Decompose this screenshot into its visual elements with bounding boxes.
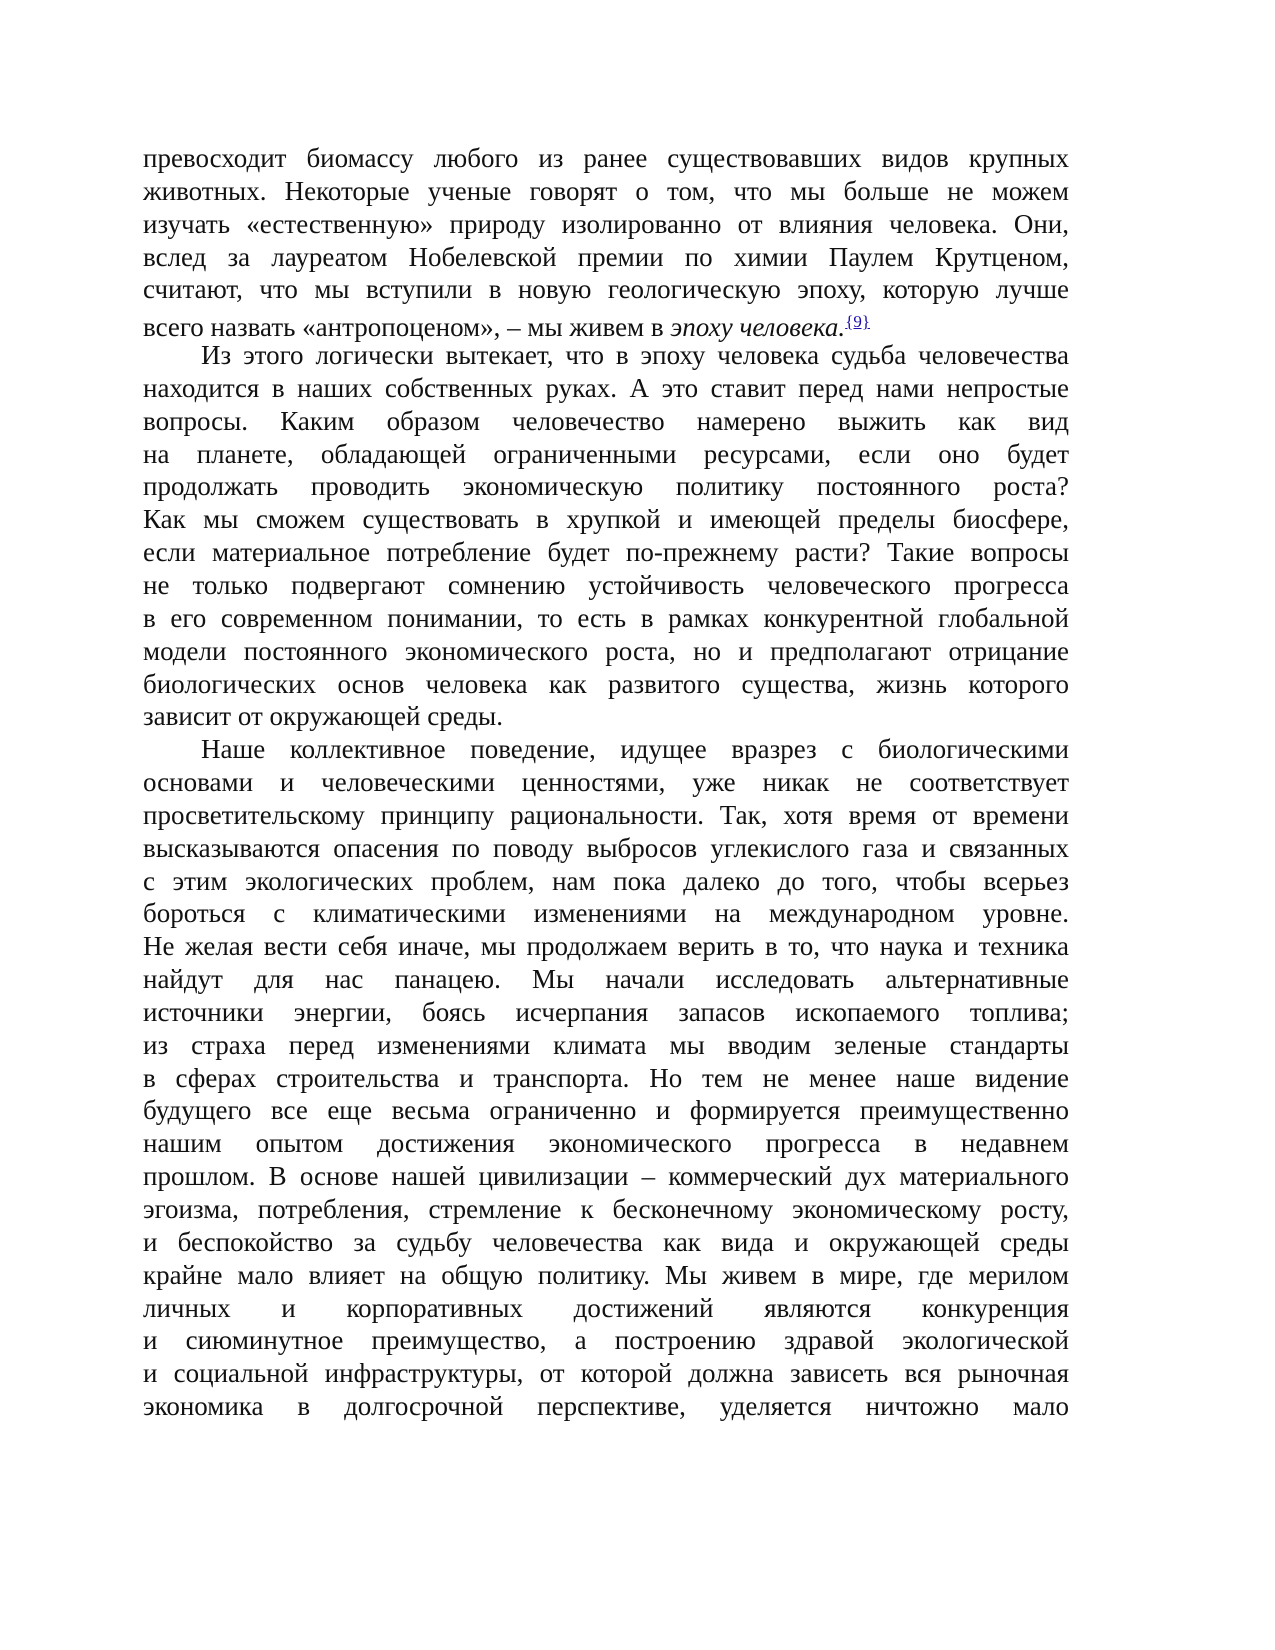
- text-line: крайне мало влияет на общую политику. Мы живем в мире, где мерилом: [143, 1259, 1069, 1290]
- text-line: в сферах строительства и транспорта. Но тем не менее наше видение: [143, 1062, 1069, 1093]
- paragraph-1: [143, 142, 1069, 343]
- text-line: зависит от окружающей среды.: [143, 701, 503, 732]
- text-line: основами и человеческими ценностями, уже никак не соответствует: [143, 767, 1069, 798]
- text-line: бороться с климатическими изменениями на международном уровне.: [143, 898, 1069, 929]
- text-line: экономика в долгосрочной перспективе, уделяется ничтожно мало: [143, 1391, 1069, 1422]
- text-line: Из этого логически вытекает, что в эпоху человека судьба человечества: [201, 340, 1069, 371]
- text-line: прошлом. В основе нашей цивилизации – коммерческий дух материального: [143, 1161, 1069, 1192]
- text-line: личных и корпоративных достижений являются конкуренция: [143, 1292, 1069, 1323]
- text-line: с этим экологических проблем, нам пока далеко до того, чтобы всерьез: [143, 865, 1069, 896]
- footnote-link[interactable]: {9}: [845, 312, 871, 332]
- italic-text: эпоху человека.: [670, 312, 846, 343]
- text-segment: всего назвать «антропоценом», – мы живем в: [143, 312, 671, 343]
- text-line: биологических основ человека как развитого существа, жизнь которого: [143, 668, 1069, 699]
- text-line: и беспокойство за судьбу человечества как вида и окружающей среды: [143, 1226, 1069, 1257]
- text-line: найдут для нас панацею. Мы начали исследовать альтернативные: [143, 964, 1069, 995]
- text-line: вопросы. Каким образом человечество намерено выжить как вид: [143, 405, 1069, 436]
- text-line: если материальное потребление будет по-прежнему расти? Такие вопросы: [143, 537, 1069, 568]
- text-line: Наше коллективное поведение, идущее вразрез с биологическими: [201, 734, 1069, 765]
- text-line: вслед за лауреатом Нобелевской премии по химии Паулем Крутценом,: [143, 241, 1069, 272]
- text-line: и социальной инфраструктуры, от которой должна зависеть вся рыночная: [143, 1358, 1069, 1389]
- text-line: изучать «естественную» природу изолированно от влияния человека. Они,: [143, 208, 1069, 239]
- text-line: считают, что мы вступили в новую геологическую эпоху, которую лучше: [143, 274, 1069, 305]
- text-line: не только подвергают сомнению устойчивость человеческого прогресса: [143, 569, 1069, 600]
- text-line: высказываются опасения по поводу выбросов углекислого газа и связанных: [143, 832, 1069, 863]
- text-line: продолжать проводить экономическую политику постоянного роста?: [143, 471, 1069, 502]
- text-line: превосходит биомассу любого из ранее существовавших видов крупных: [143, 143, 1069, 173]
- text-line: нашим опытом достижения экономического прогресса в недавнем: [143, 1128, 1069, 1159]
- text-line: Не желая вести себя иначе, мы продолжаем верить в то, что наука и техника: [143, 931, 1069, 962]
- document-page: [143, 142, 1069, 1423]
- text-line: [143, 306, 1069, 343]
- text-line: эгоизма, потребления, стремление к бесконечному экономическому росту,: [143, 1194, 1069, 1224]
- text-line: находится в наших собственных руках. А это ставит перед нами непростые: [143, 372, 1069, 403]
- text-line: просветительскому принципу рациональности. Так, хотя время от времени: [143, 799, 1069, 830]
- text-line: на планете, обладающей ограниченными ресурсами, если оно будет: [143, 438, 1069, 469]
- text-line: в его современном понимании, то есть в рамках конкурентной глобальной: [143, 602, 1069, 633]
- text-line: источники энергии, боясь исчерпания запасов ископаемого топлива;: [143, 996, 1069, 1027]
- text-line: из страха перед изменениями климата мы вводим зеленые стандарты: [143, 1029, 1069, 1060]
- text-line: будущего все еще весьма ограниченно и формируется преимущественно: [143, 1095, 1069, 1126]
- text-line: и сиюминутное преимущество, а построению здравой экологической: [143, 1325, 1069, 1356]
- text-line: модели постоянного экономического роста, но и предполагают отрицание: [143, 635, 1069, 666]
- paragraph-3: [143, 733, 1069, 1423]
- text-line: животных. Некоторые ученые говорят о том, что мы больше не можем: [143, 175, 1069, 206]
- paragraph-2: [143, 339, 1069, 733]
- text-line: Как мы сможем существовать в хрупкой и имеющей пределы биосфере,: [143, 504, 1069, 535]
